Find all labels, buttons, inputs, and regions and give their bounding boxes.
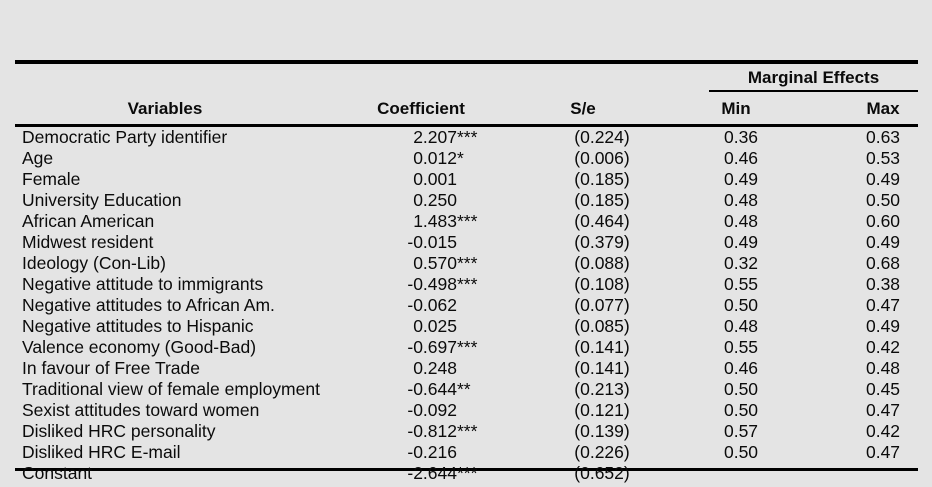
coefficient-value: -0.092	[407, 400, 457, 420]
row-marginal-effect-min: 0.46	[723, 358, 759, 378]
table-row	[15, 379, 918, 400]
row-marginal-effect-min: 0.57	[723, 421, 759, 441]
row-coefficient-cell	[390, 169, 480, 190]
significance-stars: ***	[457, 211, 478, 231]
row-standard-error: (0.185)	[574, 169, 630, 189]
row-standard-error: (0.077)	[574, 295, 630, 315]
row-variable-label: In favour of Free Trade	[22, 358, 201, 378]
column-header-min: Min	[721, 99, 751, 118]
row-marginal-effect-max: 0.38	[865, 274, 901, 294]
significance-stars: ***	[457, 463, 478, 483]
coefficient-value: -0.498	[407, 274, 457, 294]
row-marginal-effect-min: 0.48	[723, 211, 759, 231]
row-standard-error: (0.006)	[574, 148, 630, 168]
row-coefficient-cell	[390, 400, 480, 421]
significance-stars: *	[457, 148, 464, 168]
row-variable-label: Valence economy (Good-Bad)	[22, 337, 257, 357]
row-marginal-effect-max: 0.53	[865, 148, 901, 168]
row-marginal-effect-max: 0.49	[865, 316, 901, 336]
column-header-coefficient: Coefficient	[377, 99, 465, 118]
significance-stars: **	[457, 379, 471, 399]
row-marginal-effect-min: 0.50	[723, 442, 759, 462]
row-variable-label: African American	[22, 211, 155, 231]
row-variable-label: Democratic Party identifier	[22, 127, 228, 147]
significance-stars: ***	[457, 337, 478, 357]
row-marginal-effect-min: 0.36	[723, 127, 759, 147]
row-standard-error: (0.085)	[574, 316, 630, 336]
row-marginal-effect-max: 0.42	[865, 337, 901, 357]
coefficient-value: -0.062	[407, 295, 457, 315]
row-marginal-effect-max: 0.42	[865, 421, 901, 441]
row-marginal-effect-max: 0.47	[865, 400, 901, 420]
row-marginal-effect-min: 0.32	[723, 253, 759, 273]
row-standard-error: (0.185)	[574, 190, 630, 210]
row-standard-error: (0.141)	[574, 337, 630, 357]
row-marginal-effect-max: 0.68	[865, 253, 901, 273]
column-header-variables: Variables	[127, 99, 203, 118]
coefficient-value: 0.025	[413, 316, 457, 336]
significance-stars: ***	[457, 274, 478, 294]
row-coefficient-cell	[390, 274, 480, 295]
row-variable-label: Traditional view of female employment	[22, 379, 320, 399]
row-marginal-effect-max: 0.63	[865, 127, 901, 147]
coefficient-value: -0.697	[407, 337, 457, 357]
row-coefficient-cell	[390, 295, 480, 316]
row-marginal-effect-max: 0.47	[865, 442, 901, 462]
row-standard-error: (0.121)	[574, 400, 630, 420]
coefficient-value: -0.812	[407, 421, 457, 441]
row-coefficient-cell	[390, 442, 480, 463]
row-standard-error: (0.213)	[574, 379, 630, 399]
row-marginal-effect-min: 0.49	[723, 169, 759, 189]
row-marginal-effect-max: 0.45	[865, 379, 901, 399]
table-row	[15, 253, 918, 274]
regression-table	[15, 60, 918, 483]
table-row	[15, 169, 918, 190]
row-coefficient-cell	[390, 232, 480, 253]
table-row	[15, 400, 918, 421]
row-standard-error: (0.379)	[574, 232, 630, 252]
row-marginal-effect-max: 0.47	[865, 295, 901, 315]
row-standard-error: (0.224)	[574, 127, 630, 147]
row-marginal-effect-max: 0.48	[865, 358, 901, 378]
table-row	[15, 316, 918, 337]
row-marginal-effect-min: 0.49	[723, 232, 759, 252]
table-row	[15, 358, 918, 379]
row-marginal-effect-min: 0.50	[723, 400, 759, 420]
row-coefficient-cell	[390, 127, 480, 148]
row-variable-label: Disliked HRC personality	[22, 421, 216, 441]
row-variable-label: Negative attitudes to African Am.	[22, 295, 275, 315]
row-marginal-effect-min: 0.48	[723, 190, 759, 210]
row-coefficient-cell	[390, 379, 480, 400]
row-marginal-effect-min: 0.48	[723, 316, 759, 336]
table-row	[15, 232, 918, 253]
row-variable-label: Negative attitudes to Hispanic	[22, 316, 254, 336]
row-marginal-effect-max: 0.50	[865, 190, 901, 210]
row-variable-label: Constant	[22, 463, 93, 483]
coefficient-value: 0.001	[413, 169, 457, 189]
column-header-se: S/e	[570, 99, 596, 118]
table-row	[15, 211, 918, 232]
coefficient-value: 0.570	[413, 253, 457, 273]
table-row	[15, 442, 918, 463]
row-coefficient-cell	[390, 148, 480, 169]
row-coefficient-cell	[390, 211, 480, 232]
row-coefficient-cell	[390, 316, 480, 337]
row-marginal-effect-min: 0.46	[723, 148, 759, 168]
table-row	[15, 463, 918, 484]
row-coefficient-cell	[390, 253, 480, 274]
row-marginal-effect-max: 0.49	[865, 232, 901, 252]
row-standard-error: (0.141)	[574, 358, 630, 378]
coefficient-value: -2.644	[407, 463, 457, 483]
row-marginal-effect-min: 0.50	[723, 295, 759, 315]
coefficient-value: 0.012	[413, 148, 457, 168]
table-row	[15, 295, 918, 316]
coefficient-value: 1.483	[413, 211, 457, 231]
table-row	[15, 337, 918, 358]
marginal-effects-spanner: Marginal Effects	[709, 66, 918, 92]
row-variable-label: Disliked HRC E-mail	[22, 442, 181, 462]
column-header-row	[15, 94, 918, 124]
row-marginal-effect-max: 0.60	[865, 211, 901, 231]
row-coefficient-cell	[390, 358, 480, 379]
row-variable-label: Midwest resident	[22, 232, 154, 252]
row-marginal-effect-min: 0.55	[723, 337, 759, 357]
row-variable-label: Ideology (Con-Lib)	[22, 253, 166, 273]
coefficient-value: 0.250	[413, 190, 457, 210]
row-standard-error: (0.088)	[574, 253, 630, 273]
row-marginal-effect-min: 0.55	[723, 274, 759, 294]
row-variable-label: Female	[22, 169, 81, 189]
coefficient-value: -0.015	[407, 232, 457, 252]
row-coefficient-cell	[390, 421, 480, 442]
row-coefficient-cell	[390, 463, 480, 484]
coefficient-value: -0.644	[407, 379, 457, 399]
significance-stars: ***	[457, 127, 478, 147]
significance-stars: ***	[457, 253, 478, 273]
row-standard-error: (0.652)	[574, 463, 630, 483]
row-marginal-effect-max: 0.49	[865, 169, 901, 189]
table-row	[15, 274, 918, 295]
table-row	[15, 127, 918, 148]
row-coefficient-cell	[390, 190, 480, 211]
row-standard-error: (0.108)	[574, 274, 630, 294]
coefficient-value: 0.248	[413, 358, 457, 378]
table-row	[15, 190, 918, 211]
row-standard-error: (0.139)	[574, 421, 630, 441]
row-standard-error: (0.464)	[574, 211, 630, 231]
row-coefficient-cell	[390, 337, 480, 358]
coefficient-value: 2.207	[413, 127, 457, 147]
table-body	[15, 127, 918, 483]
row-variable-label: University Education	[22, 190, 182, 210]
coefficient-value: -0.216	[407, 442, 457, 462]
column-header-max: Max	[866, 99, 900, 118]
row-variable-label: Sexist attitudes toward women	[22, 400, 260, 420]
row-marginal-effect-min: 0.50	[723, 379, 759, 399]
table-row	[15, 421, 918, 442]
table-row	[15, 148, 918, 169]
row-variable-label: Age	[22, 148, 54, 168]
row-variable-label: Negative attitude to immigrants	[22, 274, 264, 294]
spanner-row	[15, 64, 918, 94]
row-standard-error: (0.226)	[574, 442, 630, 462]
significance-stars: ***	[457, 421, 478, 441]
